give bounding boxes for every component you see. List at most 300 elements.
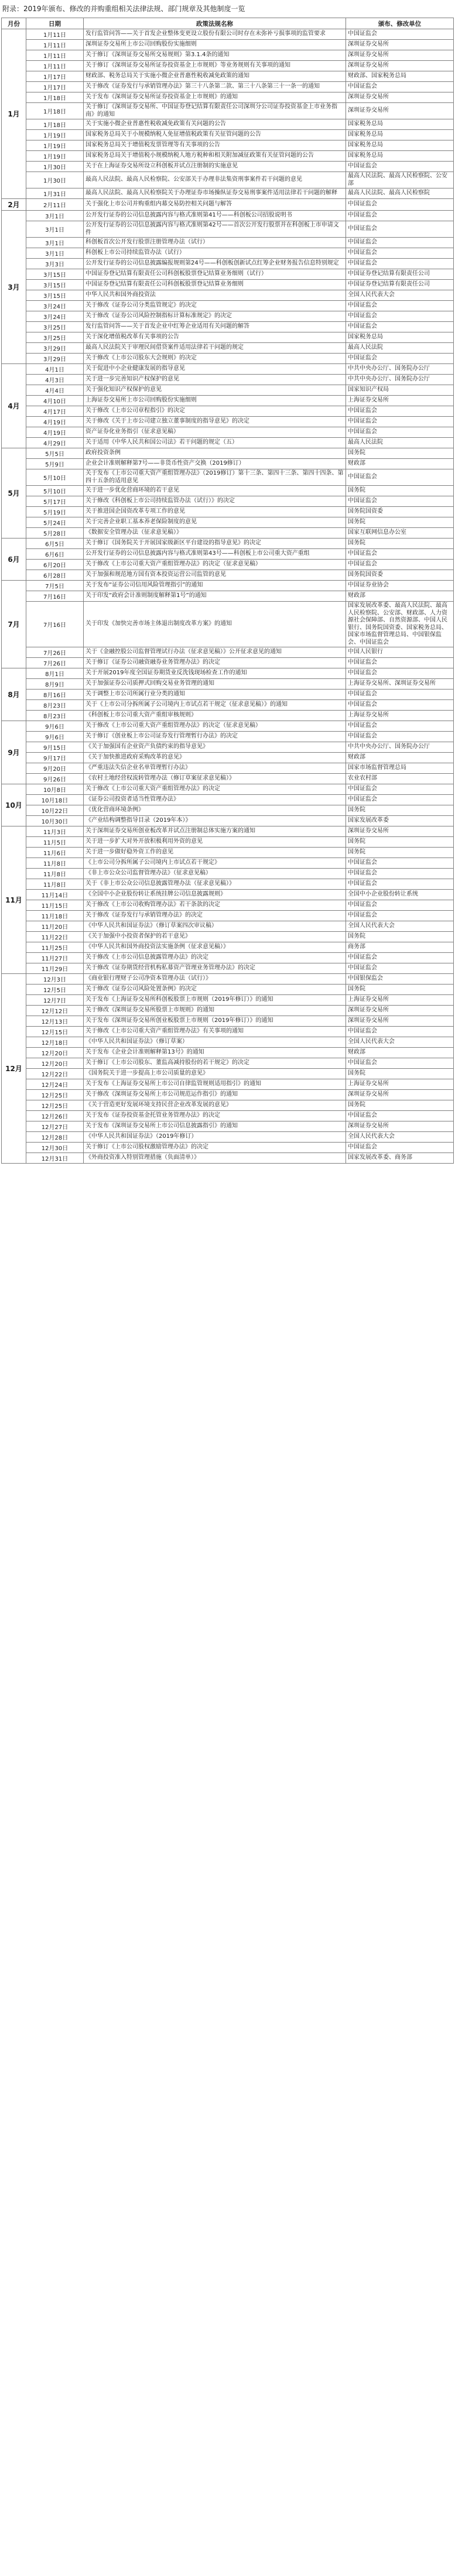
policy-name-cell: 关于开展2019年度全国证券期货业反洗钱现场检查工作的通知 [84, 668, 346, 679]
table-row [2, 469, 454, 486]
policy-name-cell: 关于调整上市公司所属行业分类的通知 [84, 690, 346, 700]
date-cell: 6月28日 [26, 570, 84, 581]
issuer-cell: 中国证监会 [346, 953, 454, 963]
issuer-cell: 中国证监会 [346, 427, 454, 438]
date-cell: 2月11日 [26, 199, 84, 211]
header-month: 月份 [2, 18, 26, 29]
table-row [2, 364, 454, 375]
issuer-cell: 国家税务总局 [346, 130, 454, 140]
issuer-cell: 深圳证券交易所 [346, 103, 454, 119]
table-row [2, 221, 454, 238]
issuer-cell: 中国证监会 [346, 221, 454, 238]
issuer-cell: 国家税务总局 [346, 119, 454, 130]
table-row [2, 784, 454, 795]
issuer-cell: 深圳证券交易所 [346, 50, 454, 61]
issuer-cell: 中国证监会 [346, 869, 454, 879]
issuer-cell: 中国证监会 [346, 668, 454, 679]
policy-name-cell: 关于进一步做好稳外资工作的意见 [84, 848, 346, 858]
issuer-cell: 国务院 [346, 985, 454, 995]
issuer-cell: 全国人民代表大会 [346, 921, 454, 932]
policy-name-cell: 关于修改《上市公司股东大会规则》的决定 [84, 354, 346, 364]
date-cell: 5月5日 [26, 448, 84, 459]
table-row [2, 900, 454, 911]
issuer-cell: 中国证监会 [346, 248, 454, 259]
policy-name-cell: 关于《金融控股公司监督管理试行办法（征求意见稿）》公开征求意见的通知 [84, 647, 346, 658]
date-cell: 7月26日 [26, 647, 84, 658]
table-row [2, 188, 454, 199]
date-cell: 12月28日 [26, 1132, 84, 1143]
policy-name-cell: 关于修改《深圳证券交易所股票上市规则》的通知 [84, 1006, 346, 1016]
month-cell: 4月 [2, 364, 26, 448]
date-cell: 8月16日 [26, 690, 84, 700]
date-cell: 12月15日 [26, 1027, 84, 1037]
policy-name-cell: 《外商投资准入特别管理措施（负面清单）》 [84, 1153, 346, 1164]
date-cell: 12月3日 [26, 974, 84, 985]
policy-name-cell: 关于推进国企国资改革专项工作的意见 [84, 507, 346, 517]
date-cell: 12月25日 [26, 1090, 84, 1100]
date-cell: 3月29日 [26, 343, 84, 354]
table-row [2, 211, 454, 221]
table-row [2, 1100, 454, 1111]
table-row [2, 199, 454, 211]
table-row [2, 538, 454, 549]
table-row [2, 92, 454, 103]
policy-name-cell: 科创板首次公开发行股票注册管理办法（试行） [84, 238, 346, 248]
issuer-cell: 深圳证券交易所 [346, 61, 454, 71]
issuer-cell: 中国证监会 [346, 1027, 454, 1037]
policy-name-cell: 关于深圳证券交易所创业板改革并试点注册制总体实施方案的通知 [84, 826, 346, 837]
policy-name-cell: 关于《非上市公众公司信息披露管理办法（征求意见稿）》 [84, 879, 346, 890]
policy-name-cell: 《科创板上市公司重大资产重组审核规则》 [84, 711, 346, 721]
policy-name-cell: 关于修改《上市公司重大资产重组管理办法》的决定（征求意见稿） [84, 721, 346, 732]
month-cell: 5月 [2, 448, 26, 538]
table-row [2, 591, 454, 602]
policy-name-cell: 《证券公司投资者适当性管理办法》 [84, 795, 346, 805]
table-row [2, 953, 454, 963]
issuer-cell: 中国证监会 [346, 82, 454, 92]
date-cell: 1月30日 [26, 172, 84, 188]
table-row [2, 805, 454, 816]
policy-name-cell: 财政部、税务总局关于实施小微企业普惠性税收减免政策的通知 [84, 71, 346, 82]
date-cell: 11月14日 [26, 890, 84, 900]
table-row [2, 119, 454, 130]
issuer-cell: 中国证监会 [346, 732, 454, 742]
policy-name-cell: 关于修改《上市公司重大资产重组管理办法》的决定 [84, 784, 346, 795]
table-row [2, 140, 454, 151]
issuer-cell: 中国证监会 [346, 469, 454, 486]
issuer-cell: 国务院 [346, 932, 454, 942]
date-cell: 5月9日 [26, 459, 84, 469]
month-cell: 11月 [2, 826, 26, 974]
issuer-cell: 财政部 [346, 753, 454, 763]
policy-name-cell: 中国证券登记结算有限责任公司科创板股票登记结算业务细则（试行） [84, 269, 346, 280]
issuer-cell: 国家税务总局 [346, 151, 454, 162]
issuer-cell: 农业农村部 [346, 774, 454, 784]
date-cell: 3月24日 [26, 311, 84, 322]
policy-name-cell: 关于促进中小企业健康发展的指导意见 [84, 364, 346, 375]
table-row [2, 354, 454, 364]
table-row [2, 496, 454, 507]
issuer-cell: 中国证监会 [346, 211, 454, 221]
month-cell: 10月 [2, 784, 26, 826]
issuer-cell: 国务院 [346, 486, 454, 496]
date-cell: 1月17日 [26, 82, 84, 92]
date-cell: 6月20日 [26, 560, 84, 570]
issuer-cell: 国务院国资委 [346, 570, 454, 581]
table-row [2, 942, 454, 953]
issuer-cell: 国务院 [346, 848, 454, 858]
table-row [2, 742, 454, 753]
policy-name-cell: 科创板上市公司持续监管办法（试行） [84, 248, 346, 259]
policy-name-cell: 关于修改《证券公司风险控制指标计算标准规定》的决定 [84, 311, 346, 322]
table-row [2, 82, 454, 92]
date-cell: 11月5日 [26, 837, 84, 848]
issuer-cell: 全国中小企业股份转让系统 [346, 890, 454, 900]
date-cell: 7月5日 [26, 581, 84, 591]
table-row [2, 581, 454, 591]
table-row [2, 668, 454, 679]
date-cell: 3月3日 [26, 259, 84, 269]
date-cell: 12月31日 [26, 1153, 84, 1164]
policy-name-cell: 关于发布《上市公司重大资产重组管理办法》（2019修订）第十三条、第四十三条、第四十四条、第四十五条的适用意见 [84, 469, 346, 486]
issuer-cell: 中国证监会 [346, 199, 454, 211]
date-cell: 1月30日 [26, 162, 84, 172]
table-row [2, 753, 454, 763]
table-row [2, 1121, 454, 1132]
date-cell: 4月1日 [26, 364, 84, 375]
issuer-cell: 全国人民代表大会 [346, 1132, 454, 1143]
issuer-cell: 最高人民法院 [346, 343, 454, 354]
table-row [2, 602, 454, 647]
date-cell: 11月20日 [26, 921, 84, 932]
issuer-cell: 中国证监会 [346, 900, 454, 911]
policy-name-cell: 关于修订《深圳证券交易所、中国证券登记结算有限责任公司深圳分公司证券投资基金上市业务指南》的通知 [84, 103, 346, 119]
date-cell: 3月25日 [26, 332, 84, 343]
policy-name-cell: 公开发行证券的公司信息披露内容与格式准则第42号——首次公开发行股票并在科创板上市申请文件 [84, 221, 346, 238]
table-header-row [2, 18, 454, 29]
table-row [2, 406, 454, 417]
policy-name-cell: 关于修改《科创板上市公司持续监管办法（试行）》的决定 [84, 496, 346, 507]
policy-name-cell: 《上市公司分拆所属子公司境内上市试点若干规定》 [84, 858, 346, 869]
table-row [2, 486, 454, 496]
issuer-cell: 国务院 [346, 1100, 454, 1111]
table-row [2, 103, 454, 119]
issuer-cell: 中国证监会 [346, 560, 454, 570]
table-row [2, 1153, 454, 1164]
policy-name-cell: 公开发行证券的公司信息披露编报规则第24号——科创板创新试点红筹企业财务报告信息特别规定 [84, 259, 346, 269]
policy-name-cell: 关于强化知识产权保护的意见 [84, 385, 346, 396]
issuer-cell: 深圳证券交易所 [346, 1016, 454, 1027]
date-cell: 1月18日 [26, 119, 84, 130]
date-cell: 12月26日 [26, 1111, 84, 1121]
table-row [2, 890, 454, 900]
date-cell: 4月3日 [26, 375, 84, 385]
issuer-cell: 中国证监会 [346, 795, 454, 805]
date-cell: 9月6日 [26, 721, 84, 732]
date-cell: 1月19日 [26, 130, 84, 140]
policy-name-cell: 关于修订《深圳证券交易所交易规则》第3.1.4条的通知 [84, 50, 346, 61]
header-policy-name: 政策法规名称 [84, 18, 346, 29]
table-row [2, 459, 454, 469]
table-row [2, 517, 454, 528]
table-row [2, 172, 454, 188]
policy-name-cell: 关于修改《上市公司章程指引》的决定 [84, 406, 346, 417]
policy-name-cell: 《农村土地经营权流转管理办法（修订草案征求意见稿）》 [84, 774, 346, 784]
date-cell: 12月12日 [26, 1006, 84, 1016]
policy-name-cell: 关于修改《证券公司分类监管规定》的决定 [84, 301, 346, 311]
table-row [2, 507, 454, 517]
issuer-cell: 中国证券业协会 [346, 581, 454, 591]
date-cell: 4月10日 [26, 396, 84, 406]
month-cell: 12月 [2, 974, 26, 1164]
issuer-cell: 中国证券登记结算有限责任公司 [346, 269, 454, 280]
table-body [2, 29, 454, 1164]
issuer-cell: 商务部 [346, 942, 454, 953]
table-row [2, 570, 454, 581]
policy-name-cell: 《国务院关于进一步提高上市公司质量的意见》 [84, 1069, 346, 1079]
issuer-cell: 中国证监会 [346, 549, 454, 560]
issuer-cell: 深圳证券交易所 [346, 1121, 454, 1132]
policy-name-cell: 《优化营商环境条例》 [84, 805, 346, 816]
header-date: 日期 [26, 18, 84, 29]
issuer-cell: 国家互联网信息办公室 [346, 528, 454, 538]
issuer-cell: 中国证监会 [346, 911, 454, 921]
policy-name-cell: 关于发布《证券投资基金托管业务管理办法》的决定 [84, 1111, 346, 1121]
policy-name-cell: 《全国中小企业股份转让系统挂牌公司信息披露规则》 [84, 890, 346, 900]
issuer-cell: 全国人民代表大会 [346, 290, 454, 301]
date-cell: 3月1日 [26, 238, 84, 248]
issuer-cell: 中国证监会 [346, 322, 454, 332]
issuer-cell: 国家发展改革委 [346, 816, 454, 826]
issuer-cell: 中国证监会 [346, 858, 454, 869]
table-row [2, 658, 454, 668]
date-cell: 11月22日 [26, 932, 84, 942]
date-cell: 5月10日 [26, 486, 84, 496]
date-cell: 4月29日 [26, 438, 84, 448]
date-cell: 9月6日 [26, 732, 84, 742]
date-cell: 8月1日 [26, 668, 84, 679]
issuer-cell: 上海证券交易所、深圳证券交易所 [346, 679, 454, 690]
policy-name-cell: 关于加强证券公司质押式回购交易业务管理的通知 [84, 679, 346, 690]
issuer-cell: 中国证监会 [346, 417, 454, 427]
policy-name-cell: 关于发布《上海证券交易所上市公司自律监管规则适用指引》的通知 [84, 1079, 346, 1090]
policy-name-cell: 《商业银行理财子公司净资本管理办法（试行）》 [84, 974, 346, 985]
date-cell: 11月8日 [26, 869, 84, 879]
table-row [2, 290, 454, 301]
policy-name-cell: 关于进一步扩大对外开放积极利用外资的意见 [84, 837, 346, 848]
table-row [2, 61, 454, 71]
date-cell: 7月26日 [26, 658, 84, 668]
date-cell: 5月28日 [26, 528, 84, 538]
date-cell: 11月8日 [26, 879, 84, 890]
date-cell: 8月23日 [26, 711, 84, 721]
date-cell: 5月10日 [26, 469, 84, 486]
issuer-cell: 中国证监会 [346, 721, 454, 732]
table-row [2, 259, 454, 269]
issuer-cell: 中国证监会 [346, 1143, 454, 1153]
policy-name-cell: 关于在上海证券交易所设立科创板并试点注册制的实施意见 [84, 162, 346, 172]
date-cell: 12月20日 [26, 1048, 84, 1058]
date-cell: 3月1日 [26, 221, 84, 238]
table-row [2, 974, 454, 985]
table-row [2, 963, 454, 974]
table-row [2, 1027, 454, 1037]
table-row [2, 448, 454, 459]
date-cell: 10月8日 [26, 784, 84, 795]
table-row [2, 238, 454, 248]
issuer-cell: 中国银保监会 [346, 974, 454, 985]
date-cell: 6月6日 [26, 549, 84, 560]
table-row [2, 385, 454, 396]
table-row [2, 269, 454, 280]
table-row [2, 301, 454, 311]
table-row [2, 921, 454, 932]
policy-name-cell: 关于印发“政府会计准则制度解释第1号”的通知 [84, 591, 346, 602]
date-cell: 11月8日 [26, 858, 84, 869]
date-cell: 12月5日 [26, 985, 84, 995]
issuer-cell: 中共中央办公厅、国务院办公厅 [346, 742, 454, 753]
issuer-cell: 国务院 [346, 538, 454, 549]
policy-name-cell: 关于强化上市公司并购重组内幕交易防控相关问题与解答 [84, 199, 346, 211]
issuer-cell: 中国证券登记结算有限责任公司 [346, 280, 454, 290]
table-row [2, 549, 454, 560]
policy-name-cell: 关于修改《上市公司信息披露管理办法》的决定 [84, 953, 346, 963]
date-cell: 11月25日 [26, 942, 84, 953]
policy-name-cell: 关于发布“证券公司信用风险管理指引”的通知 [84, 581, 346, 591]
page-title: 附录：2019年颁布、修改的并购重组相关法律法规、部门规章及其他制度一览 [2, 5, 245, 13]
date-cell: 3月25日 [26, 322, 84, 332]
policy-name-cell: 关于修订《证券公司融资融券业务管理办法》的决定 [84, 658, 346, 668]
policy-name-cell: 上海证券交易所上市公司回购股份实施细则 [84, 396, 346, 406]
table-row [2, 995, 454, 1006]
table-row [2, 1037, 454, 1048]
policy-name-cell: 关于发布《深圳证券交易所上市公司信息披露指引》的通知 [84, 1121, 346, 1132]
table-row [2, 732, 454, 742]
issuer-cell: 上海证券交易所 [346, 1079, 454, 1090]
issuer-cell: 深圳证券交易所 [346, 92, 454, 103]
issuer-cell: 财政部 [346, 459, 454, 469]
table-row [2, 1090, 454, 1100]
table-row [2, 151, 454, 162]
table-row [2, 879, 454, 890]
table-row [2, 396, 454, 406]
table-row [2, 1143, 454, 1153]
policy-name-cell: 《产业结构调整指导目录（2019年本）》 [84, 816, 346, 826]
issuer-cell: 中国证监会 [346, 311, 454, 322]
policy-name-cell: 关于修订《创业板上市公司证券发行管理暂行办法》的决定 [84, 732, 346, 742]
date-cell: 7月16日 [26, 602, 84, 647]
policy-name-cell: 关于适用《中华人民共和国公司法》若干问题的规定（五） [84, 438, 346, 448]
table-row [2, 322, 454, 332]
issuer-cell: 中国证监会 [346, 1111, 454, 1121]
date-cell: 5月17日 [26, 496, 84, 507]
policy-name-cell: 关于修订《国务院关于开展国家级新区平台建设的指导意见》的决定 [84, 538, 346, 549]
policy-name-cell: 国家税务总局关于增值税小规模纳税人地方税种和相关附加减征政策有关征管问题的公告 [84, 151, 346, 162]
table-row [2, 1132, 454, 1143]
issuer-cell: 最高人民法院、最高人民检察院、公安部 [346, 172, 454, 188]
date-cell: 1月11日 [26, 50, 84, 61]
policy-name-cell: 最高人民法院、最高人民检察院、公安部关于办理非法集资刑事案件若干问题的意见 [84, 172, 346, 188]
issuer-cell: 中国证监会 [346, 354, 454, 364]
policy-name-cell: 《关于加强中小投资者保护的若干意见》 [84, 932, 346, 942]
policy-name-cell: 关于发布《深圳证券交易所证券投资基金上市规则》的通知 [84, 92, 346, 103]
issuer-cell: 财政部、国家税务总局 [346, 71, 454, 82]
table-row [2, 816, 454, 826]
issuer-cell: 中国证监会 [346, 690, 454, 700]
date-cell: 11月15日 [26, 900, 84, 911]
policy-name-cell: 关于修改《关于上市公司建立独立董事制度的指导意见》的决定 [84, 417, 346, 427]
issuer-cell: 上海证券交易所 [346, 995, 454, 1006]
table-row [2, 332, 454, 343]
issuer-cell: 国家市场监督管理总局 [346, 763, 454, 774]
issuer-cell: 国务院 [346, 1069, 454, 1079]
issuer-cell: 国务院 [346, 448, 454, 459]
policy-name-cell: 最高人民法院关于审理民间借贷案件适用法律若干问题的规定 [84, 343, 346, 354]
policy-name-cell: 关于印发《加快完善市场主体退出制度改革方案》的通知 [84, 602, 346, 647]
table-row [2, 858, 454, 869]
policy-name-cell: 关于发布《深圳证券交易所创业板股票上市规则（2019年修订）》的通知 [84, 1016, 346, 1027]
month-cell: 9月 [2, 721, 26, 784]
issuer-cell: 国务院国资委 [346, 507, 454, 517]
policy-name-cell: 《关于加强国有企业资产负债约束的指导意见》 [84, 742, 346, 753]
policy-name-cell: 关于修改《深圳证券交易所上市公司规范运作指引》的通知 [84, 1090, 346, 1100]
date-cell: 12月24日 [26, 1079, 84, 1090]
policy-name-cell: 关于修订《深圳证券交易所证券投资基金上市规则》等业务规则有关事项的通知 [84, 61, 346, 71]
date-cell: 1月18日 [26, 103, 84, 119]
table-row [2, 560, 454, 570]
date-cell: 3月15日 [26, 280, 84, 290]
policy-name-cell: 关于修订《上市公司股权激励管理办法》的决定 [84, 1143, 346, 1153]
date-cell: 1月19日 [26, 151, 84, 162]
date-cell: 3月1日 [26, 248, 84, 259]
issuer-cell: 中国证监会 [346, 406, 454, 417]
date-cell: 9月17日 [26, 753, 84, 763]
date-cell: 7月16日 [26, 591, 84, 602]
policy-name-cell: 关于进一步优化营商环境的若干意见 [84, 486, 346, 496]
table-row [2, 795, 454, 805]
header-issuer: 颁布、修改单位 [346, 18, 454, 29]
issuer-cell: 国家税务总局 [346, 332, 454, 343]
policy-name-cell: 关于发布《企业会计准则解释第13号》的通知 [84, 1048, 346, 1058]
table-row [2, 1058, 454, 1069]
date-cell: 10月18日 [26, 795, 84, 805]
table-row [2, 1069, 454, 1079]
table-row [2, 774, 454, 784]
date-cell: 10月30日 [26, 816, 84, 826]
date-cell: 11月6日 [26, 848, 84, 858]
table-row [2, 711, 454, 721]
policy-name-cell: 发行监管问答——关于首发企业中红筹企业适用有关问题的解答 [84, 322, 346, 332]
policy-name-cell: 发行监管问答——关于首发企业整体变更设立股份有限公司时存在未弥补亏损事项的监管要求 [84, 29, 346, 40]
date-cell: 9月20日 [26, 763, 84, 774]
date-cell: 3月1日 [26, 211, 84, 221]
date-cell: 3月15日 [26, 290, 84, 301]
date-cell: 3月15日 [26, 269, 84, 280]
date-cell: 12月20日 [26, 1058, 84, 1069]
issuer-cell: 上海证券交易所 [346, 711, 454, 721]
date-cell: 5月19日 [26, 507, 84, 517]
issuer-cell: 国务院 [346, 517, 454, 528]
issuer-cell: 中国证监会 [346, 238, 454, 248]
date-cell: 8月9日 [26, 679, 84, 690]
issuer-cell: 中国证监会 [346, 301, 454, 311]
table-row [2, 932, 454, 942]
date-cell: 11月27日 [26, 953, 84, 963]
table-row [2, 763, 454, 774]
policy-name-cell: 政府投资条例 [84, 448, 346, 459]
issuer-cell: 国家发展改革委、商务部 [346, 1153, 454, 1164]
date-cell: 1月11日 [26, 40, 84, 50]
